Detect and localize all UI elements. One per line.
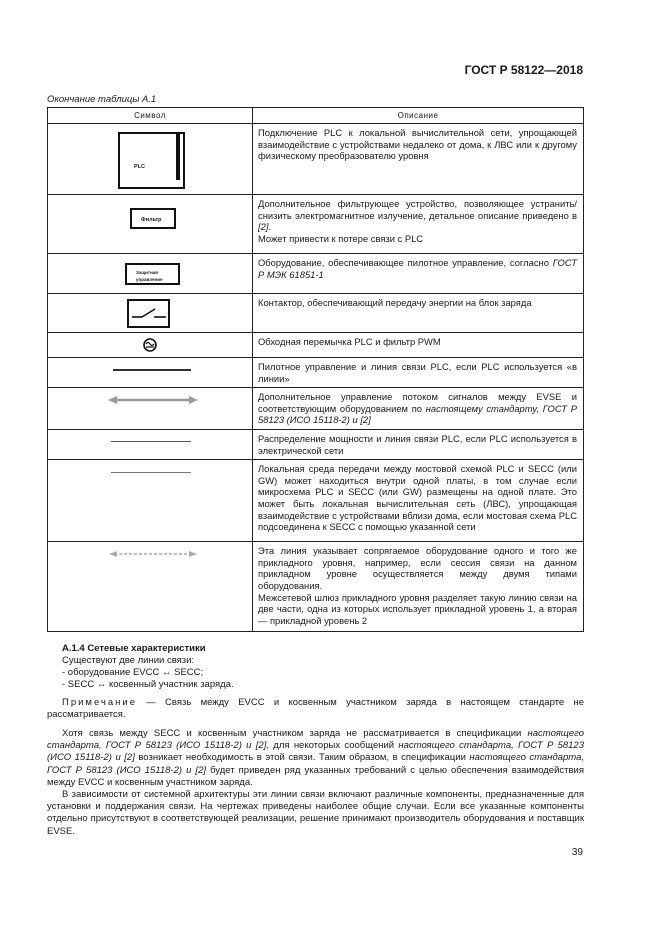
description-cell: Пилотное управление и линия связи PLC, если PLC используется «в линии» — [253, 358, 584, 388]
symbol-cell — [48, 294, 253, 333]
para-text: будет приведен ряд указанных требований с целью обеспечения взаимодействия между EVCC и косвенным участником заряда. — [47, 764, 584, 788]
desc-text: Дополнительное фильтрующее устройство, позволяющее устранить/снизить электромагнитное излучение, детальное описание приведено в — [258, 198, 577, 221]
table-row — [48, 542, 584, 632]
symbol-cell — [48, 124, 253, 195]
table-row — [48, 294, 584, 333]
symbols-table — [47, 107, 584, 632]
table-row — [48, 388, 584, 430]
description-cell — [253, 388, 584, 430]
symbol-cell — [48, 195, 253, 254]
symbol-cell — [48, 429, 253, 459]
bypass-jumper-symbol — [48, 333, 252, 358]
desc-text: Межсетевой шлюз прикладного уровня разделяет такую линию связи на две части, одна из которых использует прикладной уровень 1, а вторая — прикладной уровень 2 — [258, 591, 577, 626]
pilot-line-symbol — [113, 369, 191, 371]
pilot-label-1: Защитная — [136, 270, 158, 275]
table-row — [48, 358, 584, 388]
table-row — [48, 429, 584, 459]
desc-text: Эта линия указывает сопрягаемое оборудование одного и того же прикладного уровня, например, если сессия связи на данном прикладном уровне осуществляется между двумя типами оборудования. — [258, 545, 577, 591]
table-row — [48, 460, 584, 542]
para-ref: настоящего стандарта, ГОСТ Р 58123 (ИСО 15118-2) и [2] — [47, 740, 584, 764]
symbol-cell — [48, 460, 253, 542]
desc-ref: настоящему стандарту, ГОСТ Р 58123 (ИСО 15118-2) и [2] — [258, 402, 577, 426]
note-paragraph — [47, 697, 584, 721]
section-heading: А.1.4 Сетевые характеристики — [62, 643, 206, 654]
description-cell: Обходная перемычка PLC и фильтр PWM — [253, 333, 584, 358]
section-line: Существуют две линии связи: — [62, 655, 195, 666]
network-characteristics-section — [62, 643, 234, 691]
description-cell: Распределение мощности и линия связи PLC, если PLC используется в электрической сети — [253, 429, 584, 459]
desc-text: Оборудование, обеспечивающее пилотное управление, согласно — [258, 257, 553, 268]
table-row — [48, 124, 584, 195]
description-cell — [253, 254, 584, 294]
col-header-symbol: Символ — [48, 108, 253, 124]
desc-ref: ГОСТ Р МЭК 61851-1 — [258, 257, 577, 280]
description-cell — [253, 542, 584, 632]
col-header-description: Описание — [253, 108, 584, 124]
application-layer-arrow-symbol — [48, 542, 252, 632]
body-paragraph: В зависимости от системной архитектуры эти линии связи включают различные компоненты, предназначенные для установки и поддержания связи. На чертежах приведены наиболее общие случаи. Если все указанные компоненты отдельно присутствуют в соответствующей реализации, решение принимают производитель оборудования и поставщик EVSE. — [47, 789, 584, 837]
table-row — [48, 254, 584, 294]
para-text: возникает необходимость в этой связи. Таким образом, в спецификации — [134, 752, 470, 764]
standard-header: ГОСТ Р 58122—2018 — [464, 63, 583, 77]
symbol-cell — [48, 388, 253, 430]
para-text: Хотя связь между SECC и косвенным участником заряда не рассматривается в спецификации — [62, 728, 528, 739]
body-paragraph — [47, 728, 584, 789]
para-ref: настоящего стандарта, ГОСТ Р 58123 (ИСО 15118-2) и [2] — [47, 728, 584, 752]
para-text: , для некоторых сообщений — [266, 740, 399, 752]
local-medium-line-symbol — [111, 472, 191, 473]
symbol-cell — [48, 358, 253, 388]
plc-label: PLC — [134, 164, 145, 170]
description-cell: Контактор, обеспечивающий передачу энергии на блок заряда — [253, 294, 584, 333]
desc-text: Дополнительное управление потоком сигналов между EVSE и соответствующим оборудованием по — [258, 391, 577, 414]
symbol-cell — [48, 333, 253, 358]
plc-symbol — [118, 132, 185, 189]
power-line-symbol — [111, 441, 191, 442]
note-text: — Связь между EVCC и косвенным участником заряда в настоящем стандарте не рассматривается. — [47, 697, 584, 721]
para-ref: настоящего стандарта, ГОСТ Р 58123 (ИСО 15118-2) и [2] — [47, 752, 584, 776]
contactor-symbol — [48, 294, 252, 333]
description-cell: Подключение PLC к локальной вычислительной сети, упрощающей взаимодействие с устройствами недалеко от дома, к ЛВС или к другому физическому преобразователю уровня — [253, 124, 584, 195]
page-number: 39 — [571, 847, 583, 858]
table-row — [48, 195, 584, 254]
plc-bar-symbol — [176, 132, 180, 180]
desc-text: . — [268, 221, 272, 233]
description-cell — [253, 195, 584, 254]
note-label: Примечание — [62, 697, 137, 708]
section-line: - SECC ↔ косвенный участник заряда. — [62, 679, 234, 690]
desc-text: Может привести к потере связи с PLC — [258, 232, 424, 244]
table-row — [48, 333, 584, 358]
desc-ref: [2] — [258, 221, 269, 233]
filter-label: Фильтр — [141, 217, 162, 223]
description-cell: Локальная среда передачи между мостовой схемой PLC и SECC (или GW) может находиться внутри одной платы, в том случае если микросхема PLC и SECC (или GW) размещены на одной плате. Это может быть локальная вычислительная сеть (ЛВС), упрощающая взаимодействие с устройствами вблизи дома, если мостовая схема PLC подсоединена к SECC с помощью указанной сети — [253, 460, 584, 542]
section-line: - оборудование EVCC ↔ SECC; — [62, 667, 204, 678]
table-header-row — [48, 108, 584, 124]
symbol-cell — [48, 542, 253, 632]
signal-flow-arrow-symbol — [48, 388, 252, 426]
symbol-cell — [48, 254, 253, 294]
table-caption: Окончание таблицы А.1 — [47, 94, 157, 105]
pilot-label-2: управление — [136, 277, 163, 282]
